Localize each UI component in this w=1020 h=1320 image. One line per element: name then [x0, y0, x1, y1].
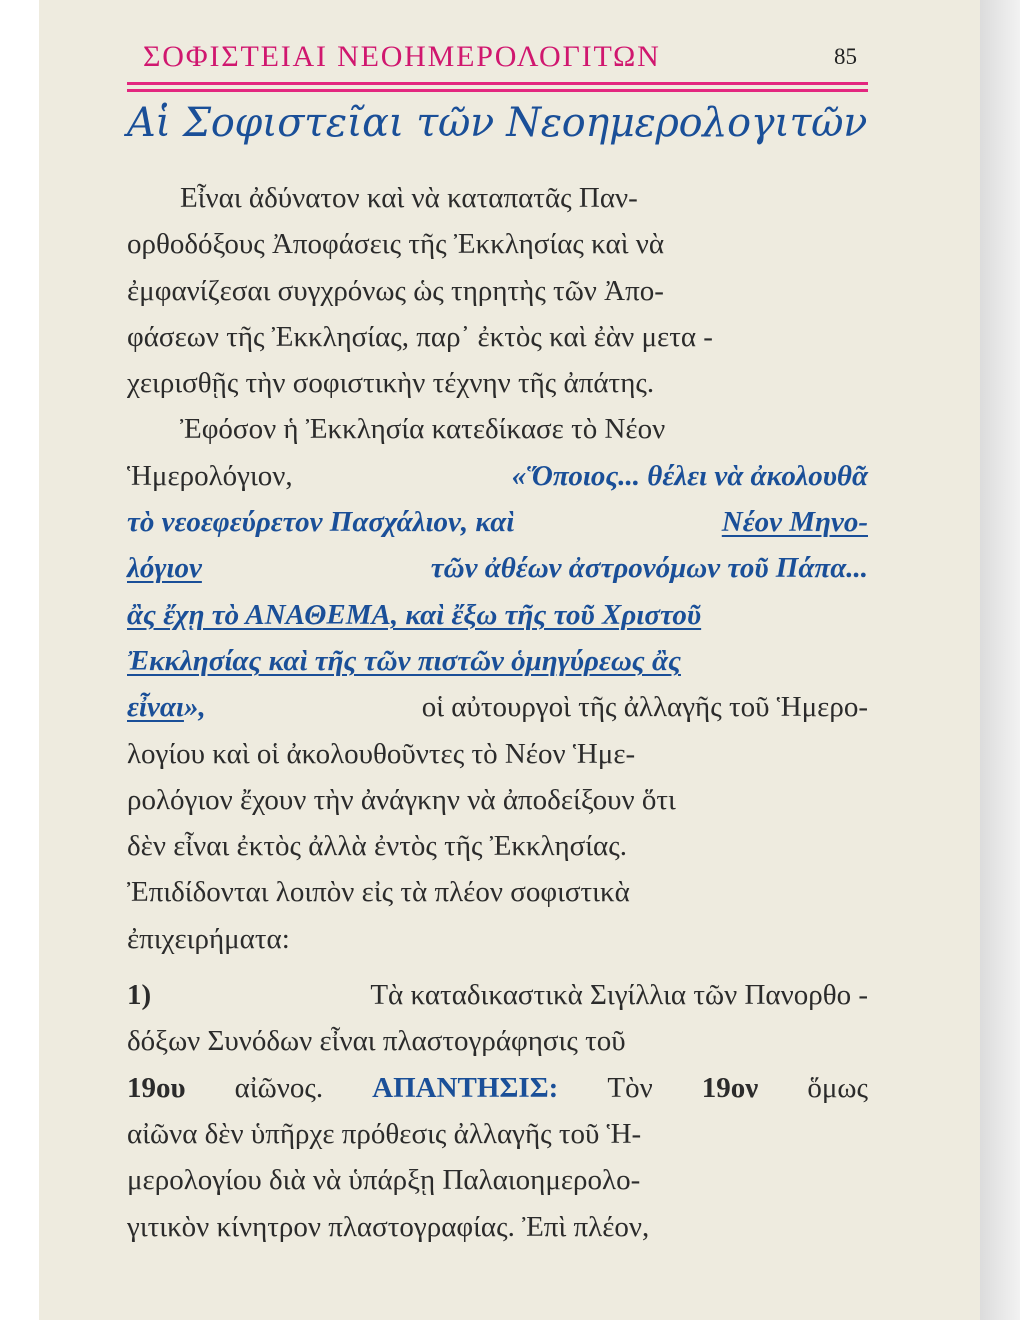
- chapter-heading: Αἱ Σοφιστεῖαι τῶν Νεοημερολογιτῶν: [127, 100, 868, 146]
- text-line: [127, 1065, 868, 1111]
- text-line: [127, 823, 868, 869]
- text-line: [127, 406, 868, 452]
- line-text: οἱ αὐτουργοὶ τῆς ἀλλαγῆς τοῦ Ἡμερο-: [421, 691, 868, 724]
- century-label: 19ου: [127, 1071, 186, 1104]
- text-line: [127, 1157, 868, 1203]
- quote-underlined-text: εἶναι: [127, 691, 184, 724]
- quote-text: τὸ νεοεφεύρετον Πασχάλιον, καὶ: [127, 506, 515, 539]
- text-line: [127, 360, 868, 406]
- item-number: 1): [127, 979, 152, 1012]
- line-text: Ἡμερολόγιον,: [127, 459, 293, 492]
- line-text: Εἶναι ἀδύνατον καὶ νὰ καταπατᾶς Παν-: [180, 182, 638, 214]
- text-line: [127, 453, 868, 499]
- text-line: [127, 314, 868, 360]
- line-text: φάσεων τῆς Ἐκκλησίας, παρ᾿ ἐκτὸς καὶ ἐὰν μετα -: [127, 320, 713, 353]
- text-line: [127, 1018, 868, 1064]
- line-text: γιτικὸν κίνητρον πλαστογραφίας. Ἐπὶ πλέον,: [127, 1210, 650, 1243]
- quote-underlined-text: ἂς ἔχῃ τὸ ΑΝΑΘΕΜΑ, καὶ ἔξω τῆς τοῦ Χριστοῦ: [127, 598, 702, 631]
- text-line: [127, 638, 868, 684]
- header-rule-bottom: [127, 89, 868, 92]
- header-rule-top: [127, 82, 868, 85]
- quote-text: τῶν ἀθέων ἀστρονόμων τοῦ Πάπα...: [430, 552, 868, 585]
- line-text: Ἐπιδίδονται λοιπὸν εἰς τὰ πλέον σοφιστικὰ: [127, 876, 630, 909]
- quote-text: «Ὅποιος... θέλει νὰ ἀκολουθᾶ: [511, 459, 868, 492]
- line-text: ρολόγιον ἔχουν τὴν ἀνάγκην νὰ ἀποδείξουν ὅτι: [127, 783, 676, 816]
- text-line: [127, 499, 868, 545]
- paragraph-gap: [127, 962, 868, 972]
- running-header-title: ΣΟΦΙΣΤΕΙΑΙ ΝΕΟΗΜΕΡΟΛΟΓΙΤΩΝ: [143, 40, 661, 73]
- line-text: αἰῶνα δὲν ὑπῆρχε πρόθεσις ἀλλαγῆς τοῦ Ἡ-: [127, 1117, 642, 1150]
- text-line: [127, 1204, 868, 1250]
- quote-close: »,: [183, 691, 206, 724]
- line-text: μερολογίου διὰ νὰ ὑπάρξῃ Παλαιοημερολο-: [127, 1164, 641, 1197]
- text-line: [127, 268, 868, 314]
- quote-underlined-text: Νέον Μηνο-: [721, 506, 868, 539]
- century-label: 19ον: [701, 1071, 759, 1104]
- text-line: [127, 592, 868, 638]
- line-text: Τὰ καταδικαστικὰ Σιγίλλια τῶν Πανορθο -: [370, 979, 868, 1012]
- line-text: δὲν εἶναι ἐκτὸς ἀλλὰ ἐντὸς τῆς Ἐκκλησίας.: [127, 830, 627, 863]
- line-text: ἐπιχειρήματα:: [127, 922, 290, 955]
- line-text: ἐμφανίζεσαι συγχρόνως ὡς τηρητὴς τῶν Ἀπο-: [127, 274, 664, 307]
- page-edge-shadow: [980, 0, 1020, 1320]
- page-number: 85: [834, 44, 857, 69]
- text-line: [127, 869, 868, 915]
- text-line: [127, 684, 868, 730]
- quote-underlined-text: λόγιον: [127, 552, 202, 585]
- line-text: ὅμως: [807, 1071, 868, 1104]
- line-text: χειρισθῇς τὴν σοφιστικὴν τέχνην τῆς ἀπάτης.: [127, 367, 655, 400]
- text-line: [127, 777, 868, 823]
- line-text: λογίου καὶ οἱ ἀκολουθοῦντες τὸ Νέον Ἡμε-: [127, 737, 636, 770]
- text-line: [127, 1111, 868, 1157]
- quote-underlined-text: Ἐκκλησίας καὶ τῆς τῶν πιστῶν ὁμηγύρεως ἂς: [127, 644, 681, 677]
- text-line: [127, 545, 868, 591]
- text-line: [127, 916, 868, 962]
- text-line: [127, 972, 868, 1018]
- line-text: αἰῶνος.: [234, 1071, 324, 1104]
- text-line: [127, 731, 868, 777]
- line-text: Τὸν: [607, 1071, 653, 1104]
- body-text: [127, 175, 868, 1250]
- line-text: Ἐφόσον ἡ Ἐκκλησία κατεδίκασε τὸ Νέον: [180, 413, 666, 446]
- line-text: δόξων Συνόδων εἶναι πλαστογράφησις τοῦ: [127, 1025, 626, 1058]
- text-line: [127, 175, 868, 221]
- answer-label: ΑΠΑΝΤΗΣΙΣ:: [372, 1071, 559, 1104]
- text-line: [127, 221, 868, 267]
- line-text: ορθοδόξους Ἀποφάσεις τῆς Ἐκκλησίας καὶ νὰ: [127, 228, 665, 261]
